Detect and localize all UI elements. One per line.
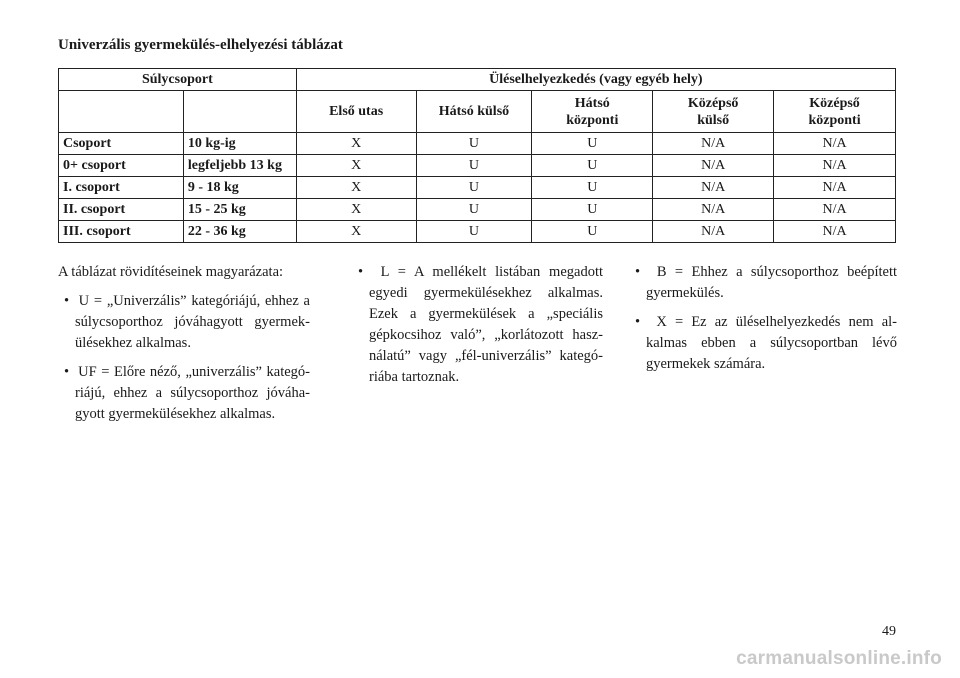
table-header-row (59, 69, 896, 91)
legend-column-1 (58, 262, 310, 433)
weight-cell: legfeljebb 13 kg (183, 155, 296, 177)
table-row (59, 199, 896, 221)
legend-item-uf: • UF = Előre néző, „univerzális” kategóriájú, ehhez a súlycsoporthoz jóváhagyott gyermekülésekhez alkalmas. (64, 364, 310, 422)
value-cell: N/A (653, 177, 774, 199)
table-row (59, 221, 896, 243)
value-cell: U (532, 133, 653, 155)
column-header: Középső központi (774, 91, 896, 133)
value-cell: U (532, 199, 653, 221)
value-cell: X (296, 221, 416, 243)
column-header: Középső külső (653, 91, 774, 133)
value-cell: N/A (774, 221, 896, 243)
value-cell: N/A (653, 199, 774, 221)
value-cell: N/A (653, 155, 774, 177)
group-cell: Csoport (59, 133, 184, 155)
page-number: 49 (882, 624, 896, 639)
column-header: Hátsó külső (416, 91, 532, 133)
legend-item-b: • B = Ehhez a súlycsoporthoz beépített gyermekülés. (635, 264, 898, 301)
value-cell: U (416, 133, 532, 155)
column-header: Első utas (296, 91, 416, 133)
value-cell: X (296, 199, 416, 221)
value-cell: N/A (774, 133, 896, 155)
weight-cell: 15 - 25 kg (183, 199, 296, 221)
group-cell: I. csoport (59, 177, 184, 199)
weight-group-header: Súlycsoport (59, 69, 297, 91)
legend-text: B = Ehhez a súlycsoporthoz beépített gyermekülés. (646, 264, 898, 301)
group-cell: II. csoport (59, 199, 184, 221)
group-cell: III. csoport (59, 221, 184, 243)
table-row (59, 155, 896, 177)
value-cell: U (532, 221, 653, 243)
value-cell: U (532, 177, 653, 199)
value-cell: U (416, 199, 532, 221)
value-cell: N/A (774, 199, 896, 221)
weight-cell: 9 - 18 kg (183, 177, 296, 199)
legend-item-l: • L = A mellékelt listában megadott egyedi gyermekülésekhez alkalmas. Ezek a gyermekülések a „speciális gépkocsihoz való”, „korlátozott használatú” vagy „fél-univerzális” kategóriába tartoznak. (358, 264, 603, 385)
table-subheader-row (59, 91, 896, 133)
value-cell: U (416, 221, 532, 243)
value-cell: U (532, 155, 653, 177)
value-cell: N/A (653, 221, 774, 243)
table-row (59, 133, 896, 155)
legend-column-2 (352, 262, 603, 396)
watermark: carmanualsonline.info (736, 648, 942, 669)
empty-header-cell (59, 91, 184, 133)
value-cell: U (416, 177, 532, 199)
value-cell: X (296, 155, 416, 177)
value-cell: X (296, 133, 416, 155)
page-title: Univerzális gyermekülés-elhelyezési táblázat (58, 37, 343, 53)
value-cell: N/A (774, 155, 896, 177)
legend-text: L = A mellékelt listában megadott egyedi gyermekülésekhez alkalmas. Ezek a gyermekülések a „speciális gépkocsihoz való”, „korlátozott használatú” vagy „fél-univerzális” kategóriába tartoznak. (369, 264, 603, 385)
value-cell: X (296, 177, 416, 199)
value-cell: U (416, 155, 532, 177)
group-cell: 0+ csoport (59, 155, 184, 177)
legend-intro: A táblázat rövidítéseinek magyarázata: (58, 264, 284, 280)
value-cell: N/A (653, 133, 774, 155)
seat-position-header: Üléselhelyezkedés (vagy egyéb hely) (296, 69, 895, 91)
child-seat-table (58, 68, 896, 243)
empty-header-cell (183, 91, 296, 133)
legend-text: UF = Előre néző, „univerzális” kategóriájú, ehhez a súlycsoporthoz jóváhagyott gyermekülésekhez alkalmas. (75, 364, 310, 422)
legend-text: U = „Univerzális” kategóriájú, ehhez a súlycsoporthoz jóváhagyott gyermekülésekhez alkalmas. (75, 293, 310, 351)
weight-cell: 22 - 36 kg (183, 221, 296, 243)
legend-column-3 (629, 262, 897, 383)
value-cell: N/A (774, 177, 896, 199)
legend-item-x: • X = Ez az üléselhelyezkedés nem alkalmas ebben a súlycsoportban lévő gyermekek számára. (635, 314, 897, 372)
legend-item-u: • U = „Univerzális” kategóriájú, ehhez a súlycsoporthoz jóváhagyott gyermekülésekhez alkalmas. (64, 293, 310, 351)
weight-cell: 10 kg-ig (183, 133, 296, 155)
table-row (59, 177, 896, 199)
legend-text: X = Ez az üléselhelyezkedés nem alkalmas ebben a súlycsoportban lévő gyermekek számára. (646, 314, 897, 372)
column-header: Hátsó központi (532, 91, 653, 133)
